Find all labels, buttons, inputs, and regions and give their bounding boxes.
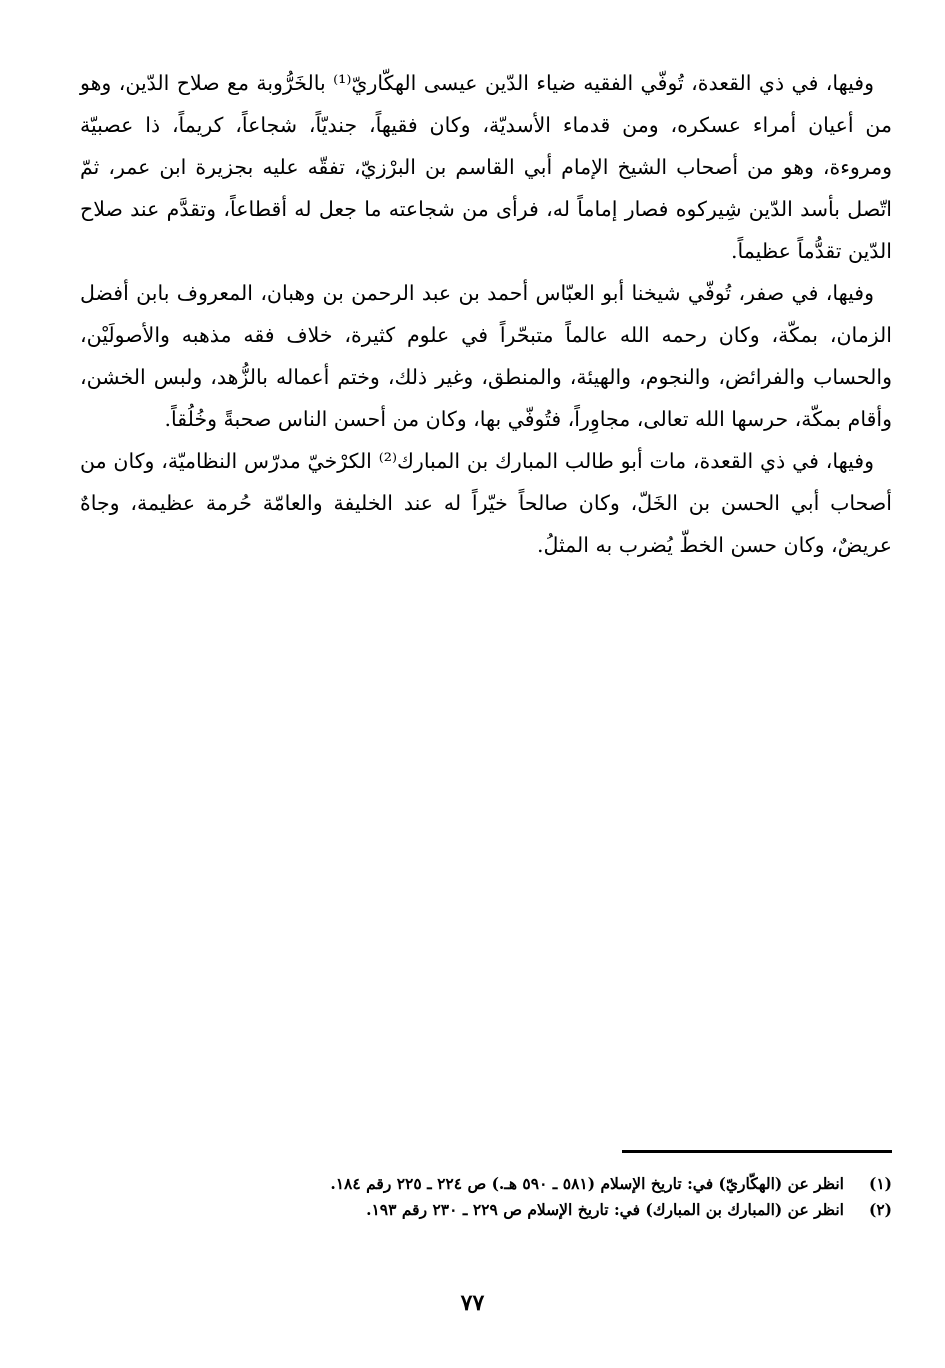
- paragraph: وفيها، في ذي القعدة، تُوفّي الفقيه ضياء الدّين عيسى الهكّاريّ⁽¹⁾ بالخَرُّوبة مع صلاح الدّين، وهو من أعيان أمراء عسكره، ومن قدماء الأسديّة، وكان فقيهاً، جنديّاً، شجاعاً، كريماً، ذا عصبيّة ومروءة، وهو من أصحاب الشيخ الإمام أبي القاسم بن البرْزيّ، تفقّه عليه بجزيرة ابن عمر، ثمّ اتّصل بأسد الدّين شِيركوه فصار إماماً له، فرأى من شجاعته ما جعل له أقطاعاً، وتقدَّم عند صلاح الدّين تقدُّماً عظيماً.: [80, 71, 892, 263]
- footnotes: [180, 1150, 892, 1223]
- body-text: [80, 62, 892, 566]
- paragraph: وفيها، في صفر، تُوفّي شيخنا أبو العبّاس أحمد بن عبد الرحمن بن وهبان، المعروف بابن أفضل الزمان، بمكّة، وكان رحمه الله عالماً متبحّراً في علوم كثيرة، خلاف فقه مذهبه والأصولَيْن، والحساب والفرائض، والنجوم، والهيئة، والمنطق، وغير ذلك، وختم أعماله بالزُّهد، ولبس الخشن، وأقام بمكّة، حرسها الله تعالى، مجاوِراً، فتُوفّي بها، وكان من أحسن الناس صحبةً وخُلُقاً.: [80, 281, 892, 431]
- paragraph: وفيها، في ذي القعدة، مات أبو طالب المبارك بن المبارك⁽²⁾ الكرْخيّ مدرّس النظاميّة، وكان من أصحاب أبي الحسن بن الخَلّ، وكان صالحاً خيّراً له عند الخليفة والعامّة حُرمة عظيمة، وجاهٌ عريضٌ، وكان حسن الخطّ يُضرب به المثلُ.: [80, 449, 892, 557]
- footnote-separator: [622, 1150, 892, 1153]
- footnote: [180, 1197, 892, 1223]
- footnote-number: (١): [868, 1174, 892, 1193]
- footnote: [180, 1171, 892, 1197]
- page-number: ٧٧: [460, 1290, 485, 1316]
- footnote-text: انظر عن (المبارك بن المبارك) في: تاريخ الإسلام ص ٢٢٩ ـ ٢٣٠ رقم ١٩٣.: [366, 1200, 844, 1219]
- page-content: [80, 62, 892, 566]
- footnote-number: (٢): [868, 1200, 892, 1219]
- footnote-text: انظر عن (الهكّاريّ) في: تاريخ الإسلام (٥٨١ ـ ٥٩٠ هـ.) ص ٢٢٤ ـ ٢٢٥ رقم ١٨٤.: [330, 1174, 844, 1193]
